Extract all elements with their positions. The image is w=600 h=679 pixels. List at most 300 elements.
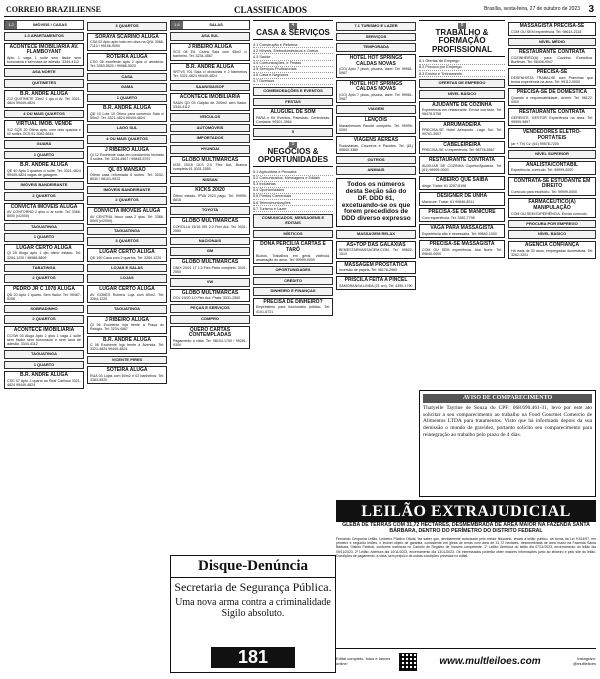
subsection-header	[87, 356, 167, 365]
ad-title: VW	[206, 278, 214, 284]
trabalho-header	[419, 20, 505, 57]
ad-body: PRECISA-SE Hotel Aeroporto. Lago Sul. Tel: 99761-3007	[422, 128, 502, 137]
subsection-header	[508, 220, 596, 229]
subsection-header	[170, 176, 250, 185]
ad-body: Experiência não é necessária. Tel: 99840-1000	[422, 231, 497, 236]
toc-item: 5.6 Telecomunicações	[253, 200, 333, 206]
ad-title: SAAN/SIA/SOF	[195, 83, 225, 89]
ad-title: LAGO SUL	[116, 125, 138, 131]
leilao-extrajudicial	[336, 500, 596, 645]
ad-title: ANALISTA/CONTÁBIL	[525, 161, 579, 168]
ad-title: J RIBEIRO ALUGA	[105, 146, 149, 153]
aviso-title: AVISO DE COMPARECIMENTO	[423, 394, 592, 403]
subsection-header	[170, 32, 250, 41]
column-2	[87, 20, 167, 675]
classified-ad	[419, 208, 505, 222]
ad-title: DONA PERCÍLIA CARTAS E TARÔ	[260, 241, 326, 253]
ad-title: SORAYA SCARINO ALUGA	[95, 33, 159, 40]
subsection-header	[4, 110, 84, 119]
section-toc	[419, 59, 505, 77]
subsection-header	[4, 264, 84, 273]
subsection-header: TEMPORADA	[336, 43, 416, 52]
subsection-header	[336, 105, 416, 114]
classified-ad	[4, 326, 84, 348]
ad-title: GAMA	[120, 84, 134, 90]
subsection-header: OFERTAS DE EMPREGO	[419, 79, 505, 88]
ad-body: Currículo para escritório. Tel: 99999-0000	[511, 190, 578, 195]
casa-servicos-header	[253, 20, 333, 40]
ad-body: CSA 02 Apto apto todo em obra na QNL 3066-7110 / 99166-9090	[90, 40, 164, 49]
section-title: CLASSIFICADOS	[234, 5, 308, 15]
ad-title: AUTOMÓVEIS	[196, 124, 224, 130]
ad-body: Experiência. currículo. Tel: 99999-0000	[511, 168, 574, 173]
subsection-header	[87, 94, 167, 103]
ad-title: VENDEDORES ELETRO-PORTÁTEIS	[522, 129, 582, 142]
ad-body: Manicure. Tratar: 61 99846-8911	[422, 200, 475, 205]
column-7	[508, 20, 596, 388]
ad-body: 212 QUITINETE 33m2 1 qto c/ Ar. Tel: 3321-4824 99449-4824	[7, 97, 81, 106]
ad-body: (ar + TV) Cv. (61) 99578-7200	[511, 141, 559, 146]
subsection-header	[170, 315, 250, 324]
ad-title: GUARÁ	[36, 141, 52, 147]
ad-body: RUA 03 Lojas com 60m2 e 02 banheiros. Tel: 3363-5520	[90, 373, 164, 383]
ad-body: dirigir. Tratar: 61 3257-8198	[422, 184, 467, 189]
ad-body: QD 20 Apto 1 quarto. Sem fiador. Tel: 99467-5258	[7, 292, 81, 301]
disque-subtitle: Secretaria de Segurança Pública.	[174, 580, 332, 595]
classified-ad	[4, 161, 84, 179]
ad-body: Com experiência. Tel: 3382-7798	[422, 215, 475, 220]
section-number: 1.6	[171, 21, 183, 29]
ad-title: B.R. ANDRE ALUGA	[186, 63, 234, 70]
toc-item: 4.7 Diversos	[253, 79, 333, 85]
subsection-header	[170, 247, 250, 256]
subsection-header	[4, 233, 84, 242]
ad-title: DESIGNER DE UNHA	[436, 193, 488, 200]
ad-title: 2 QUARTOS	[115, 197, 139, 203]
subsection-header	[4, 181, 84, 190]
classified-ad	[508, 108, 596, 126]
ad-title: 1 QUARTO	[33, 151, 55, 157]
instagram-handle[interactable]: Instagram: @multleiloes	[573, 656, 596, 666]
ad-title: SOTEIRA ALUGA	[106, 367, 148, 374]
ad-title: VIRTUAL IMOB. VENDE	[15, 121, 73, 128]
leilao-footer	[336, 648, 596, 675]
ad-title: PRECISA-SE DE MANICURE	[428, 209, 496, 216]
ad-title: GM	[206, 248, 214, 254]
ads-list	[508, 22, 596, 259]
ddd-notice	[336, 178, 416, 227]
ad-title: LOJAS	[120, 275, 134, 281]
subsection-header	[336, 166, 416, 175]
section-toc	[253, 42, 333, 85]
section-number: 1.2	[5, 21, 17, 29]
ad-title: VEÍCULOS	[199, 114, 221, 120]
ad-body: CCSW 03 Alugo Apto 2 qtos 1 vaga 1 suíte sem fiador sem burocracia e sem taxa de adesão. 3344-4112	[7, 333, 81, 347]
classified-ad	[336, 241, 416, 259]
subsection-header	[170, 113, 250, 122]
toc-item: 5.5 Pontos Comerciais	[253, 194, 333, 200]
ad-title: 1 QUARTO	[116, 94, 138, 100]
ads-list	[336, 241, 416, 291]
classified-ad	[4, 244, 84, 262]
ad-title: LOJAS E SALAS	[111, 264, 143, 270]
subsection-header	[87, 73, 167, 82]
subsection-header	[4, 140, 84, 149]
ads-list	[170, 32, 250, 349]
ad-title: OUTROS	[367, 156, 385, 162]
toc-item: 4.6 Casa e Negócios	[253, 73, 333, 79]
ad-title: RESTAURANTE CONTRATA	[428, 157, 496, 164]
ad-body: COM OU SEM experiência. Tel: 98614-2118	[511, 29, 582, 34]
ad-title: ACONTECE IMOBILIÁRIA	[13, 327, 75, 334]
subsection-header	[87, 196, 167, 205]
ad-title: 2 QUARTOS	[32, 316, 56, 322]
ad-title: TABATINGA	[32, 264, 56, 270]
subsection-header	[170, 83, 250, 92]
classified-ad	[170, 326, 250, 350]
classified-ad	[87, 53, 167, 71]
ad-body: ONIX 20/21 LT 1.0 Flex Preto completo. 3031-2550	[173, 265, 247, 274]
ddd-notice-text: Todos os números desta Seção são do DF. DDD 61, excetuando-se os que forem precedidos de DDD diverso expresso	[341, 181, 411, 223]
subsection-header: COMEMORAÇÕES E EVENTOS	[253, 87, 333, 96]
ads-list	[253, 240, 333, 316]
classified-ad	[419, 176, 505, 190]
ad-title: GLOBO MULTIMARCAS	[181, 156, 239, 163]
section-label: IMÓVEIS / CASAS	[32, 21, 67, 27]
toc-item: 5.2 Comunicados, Mensagens e Editais	[253, 176, 333, 182]
section-title: CASA & SERVIÇOS	[256, 27, 330, 37]
subsection-header	[4, 79, 84, 88]
toc-item: 5.1 Agricultura e Pecuária	[253, 169, 333, 175]
ad-title: HYUNDAI	[200, 145, 220, 151]
subsection-header: COMUNICADOS, MENSAGENS E EDITAIS	[253, 214, 333, 227]
ad-title: ARRUMADEIRA	[443, 121, 481, 128]
ad-title: MASSAGEM PROSTÁTICA	[344, 261, 408, 268]
ad-title: B.R. ANDRE ALUGA	[103, 336, 151, 343]
ad-title: ALUGUEL DE SOM	[270, 109, 316, 116]
ad-title: CASA	[121, 73, 133, 79]
ad-title: PRECISA-SE	[536, 69, 568, 76]
classified-ad	[508, 177, 596, 197]
ad-body: Apto 1 vaga 1 suíte sem fiador sem burocracia e sem taxa de adesão. 3344-4112	[7, 56, 81, 65]
section-title: NEGÓCIOS & OPORTUNIDADES	[257, 146, 329, 165]
classified-ad	[87, 248, 167, 262]
ad-body: SAMORANGA LINDA (21 cm). Tel: 4399-1790	[339, 284, 413, 289]
toc-item: 8.2 Procura por Emprego	[419, 65, 505, 71]
aviso-comparecimento	[419, 390, 596, 497]
ad-body: COM OU SEM EXPERIÊNCIA. Enviar currículo.	[511, 211, 588, 216]
ad-title: ASA NORTE	[32, 69, 56, 75]
classified-ad	[4, 371, 84, 389]
subsection-header	[253, 266, 333, 275]
negocios-header	[253, 139, 333, 168]
subsection-header	[508, 150, 596, 159]
ad-title: AJUDANTE DE COZINHA	[432, 101, 492, 108]
ad-title: TOYOTA	[201, 207, 219, 213]
ad-title: IMÓVEIS BANDEIRANTE	[20, 182, 68, 188]
section-toc	[253, 169, 333, 212]
toc-item: 4.3 Saúde	[253, 54, 333, 60]
subsection-header	[87, 83, 167, 92]
subsection-header	[170, 206, 250, 215]
classified-ad	[87, 33, 167, 51]
classified-ad	[508, 48, 596, 66]
subsection-header	[4, 274, 84, 283]
classified-ad	[87, 366, 167, 384]
ad-title: 4 OU MAIS QUARTOS	[23, 110, 65, 116]
ad-title: OPORTUNIDADES	[275, 266, 311, 272]
classified-ad	[4, 90, 84, 108]
ad-body: AV CONTORNO 2 qtos c/ ar suíte. Tel: 3366-8000 (c/2000)	[7, 210, 81, 219]
ad-body: (GO) Apto 7 pisos, piscina, lazer. Tel: 99961-0987	[339, 93, 413, 102]
ad-title: GLOBO MULTIMARCAS	[181, 289, 239, 296]
classified-ad	[87, 285, 167, 303]
ad-title: PRECISA-SE DE DOMÉSTICA	[516, 89, 588, 96]
ad-title: GLOBO MULTIMARCAS	[181, 217, 239, 224]
ad-title: VICENTE PIRES	[111, 356, 143, 362]
ad-body: AV GOMES Rubens Loja com 80m2. Tel: 3264-1220	[90, 292, 164, 301]
ad-body: QE 40 Apto 3 quartos c/ suíte. Tel: 3321-4824 99449-4824 vagas de garagem.	[7, 169, 81, 178]
subsection-header	[508, 230, 596, 239]
subsection-header	[170, 124, 250, 133]
ad-title: CONVICTA IMÓVEIS ALUGA	[10, 203, 78, 210]
classified-ad	[508, 68, 596, 86]
subsection-header	[4, 315, 84, 324]
ad-title: CONVICTA IMÓVEIS ALUGA	[93, 207, 161, 214]
ad-body: Inversão de papéis. Tel: 98178-2560	[339, 268, 398, 273]
ad-title: 2 QUARTOS	[32, 275, 56, 281]
ad-title: CRÉDITO	[284, 277, 302, 283]
ad-title: FARMACÊUTICO(A) MANIPULAÇÃO	[528, 199, 576, 211]
classified-ad	[170, 217, 250, 235]
classified-ad	[253, 108, 333, 126]
ad-body: Quando a responsabilidade, dormir. Tel: 98122-0000	[511, 96, 593, 105]
ad-body: DESENHISTA TRABALHE com Pranchas que tenha experiência na área. Tel: 99112-0000	[511, 76, 593, 85]
ad-body: PRECISA-SE c/ experiência. Tel: 98778-5567	[422, 148, 495, 153]
qr-code-icon	[399, 653, 417, 671]
ad-body: COM OU SEM experiência. Asa Norte. Tel: 99840-0000	[422, 247, 502, 256]
ad-body: COZINHEIRO(A) para Cozinha Executiva. Buritinan. Tel: 98406-9047	[511, 56, 593, 65]
ad-title: 1 QUARTO	[33, 234, 55, 240]
classified-ad	[336, 80, 416, 104]
subsection-header: NÍVEL BÁSICO	[419, 90, 505, 99]
subsection-header: 7.1 TURISMO E LAZER	[336, 22, 416, 31]
toc-item: 4.2 Móveis, Eletrodomésticos e Outros	[253, 48, 333, 54]
subsection-header	[170, 134, 250, 143]
toc-item: 4.1 Construção e Reforma	[253, 42, 333, 48]
ad-body: AUXILIAR DE COZINHA Copeiro/Ajudante. Tel: (61) 99999-0000	[422, 164, 502, 173]
ad-body: QI 12 Excelente casa em condomínio fechado 4 suítes. Tel: 3234-4567 / 99845-6767	[90, 153, 164, 162]
classified-ad	[4, 203, 84, 221]
subsection-header	[87, 186, 167, 195]
classified-ad	[336, 54, 416, 78]
subsection-header	[87, 135, 167, 144]
ad-title: 1 QUARTO	[33, 361, 55, 367]
classified-ad	[170, 289, 250, 303]
subsection-header	[170, 304, 250, 313]
section-number: 5	[289, 142, 298, 148]
classified-ad	[336, 116, 416, 134]
ad-title: ACONTECE IMOBILIÁRIA	[179, 94, 241, 101]
ad-title: RESTAURANTE CONTRATA	[518, 109, 586, 116]
ad-title: LENÇÓIS	[364, 116, 388, 123]
ad-title: B.R. ANDRE ALUGA	[20, 372, 68, 379]
ad-title: QL 03 MANSÃO	[108, 166, 146, 173]
ad-body: GERENTE, GESTOR Experiência na área. Tel: 99999-9897	[511, 116, 593, 125]
classified-ad	[419, 240, 505, 258]
ad-title: KICKS 20/20	[195, 187, 225, 194]
section-label: SALAS	[209, 21, 223, 27]
ad-title: NÍVEL SUPERIOR	[535, 151, 569, 157]
ad-body: Rodoviárias, Cruzeiros e Pacotes. Tel: (61) 99840-3380	[339, 143, 413, 152]
ad-title: SOBRADINHO	[30, 305, 58, 311]
ad-title: ANIMAIS	[367, 167, 385, 173]
ad-title: IMÓVEIS BANDEIRANTE	[103, 186, 151, 192]
ad-body: QD 150 Casa com 2 quartos. Tel: 3264-1220	[90, 255, 162, 260]
ad-body: (GO) Apto 7 pisos, piscina, lazer. Tel: 99961-0987	[339, 67, 413, 76]
classified-ad	[419, 101, 505, 119]
section-title: TRABALHO & FORMAÇÃO PROFISSIONAL	[431, 27, 492, 54]
subsection-header	[4, 223, 84, 232]
page-number: 3	[588, 4, 594, 15]
section-number: 4	[289, 23, 298, 29]
ad-title: IMPORTADOS	[196, 135, 224, 141]
disque-slogan: Uma nova arma contra a criminalidade Sigilo absoluto.	[175, 596, 331, 619]
subsection-header	[4, 305, 84, 314]
ad-body: Maranhenses Pacote completo. Tel: 99999-0000	[339, 123, 413, 132]
website-link[interactable]: www.multleiloes.com	[439, 656, 541, 668]
ad-title: MASSAGISTA PRECISA-SE	[519, 23, 585, 29]
aviso-body: Thatyelle Tayrine de Souza do CPF: 068.690.461-31, levo por este ato solicitar a seu comparecimento ao trabalho na Food Gourmet Comercio de Alimentos LTDA para tratamentos. Visto que há informado depois da sua demissão o mundo de gravidez, portanto solicito seu comparecimento para reintegração ao trabalho pelo prazo de 4 dias.	[423, 404, 592, 438]
ad-body: COROLLA 15/16 XEi 2.0 Flex Aut. Tel: 3031-2550	[173, 224, 247, 233]
toc-item: 8.3 Ensino e Treinamento	[419, 71, 505, 77]
subsection-header	[336, 156, 416, 165]
ad-title: AS+TOP DAS GALÁXIAS	[346, 241, 406, 248]
ad-title: B.R. ANDRE ALUGA	[20, 162, 68, 169]
subsection-header	[253, 128, 333, 137]
ad-title: 5	[291, 129, 295, 135]
classified-ad	[87, 166, 167, 184]
subsection-header: 1.3 APARTAMENTOS	[4, 32, 84, 41]
subsection-header	[253, 287, 333, 296]
ad-body: Búzios, Trabalhos em geral, vidência, amarração do amor. Tel: 99999-0000	[256, 253, 330, 262]
toc-item: 4.5 Serviços Profissionais	[253, 67, 333, 73]
classified-ad	[87, 207, 167, 225]
subsection-header	[508, 38, 596, 47]
disque-number: 181	[211, 647, 295, 668]
ad-title: HOTEL HOT SPRINGS CALDAS NOVAS	[349, 80, 403, 93]
column-6	[419, 20, 505, 388]
ads-list	[253, 108, 333, 137]
subsection-header	[87, 124, 167, 133]
classified-ad	[419, 192, 505, 206]
ad-title: DINHEIRO E FINANÇAS	[270, 288, 316, 294]
disque-title: Disque-Denúncia	[171, 556, 335, 578]
masthead	[4, 3, 596, 17]
subsection-header: FESTAS	[253, 98, 333, 107]
ad-body: QD 10 Lote 10 Ótimo para comércio Sala c/ 50m2. Tel: 3321-4824 99449-4824	[90, 112, 164, 121]
ad-title: TAGUATINGA	[30, 223, 58, 229]
ad-title: GLOBO MULTIMARCAS	[181, 258, 239, 265]
ad-title: CABEIRO QUE SAIBA	[435, 177, 489, 184]
toc-item: 4.4 Comunicações, e Festas	[253, 61, 333, 67]
subsection-header: 3 QUARTOS	[87, 22, 167, 31]
ad-title: PRECISA DE DINHEIRO?	[263, 298, 323, 305]
subsection-header: MÍSTICOS	[253, 230, 333, 239]
classified-ad	[336, 261, 416, 275]
ad-title: ROTEIRA ALUGA	[106, 53, 148, 60]
toc-item: 5.4 Oportunidades	[253, 188, 333, 194]
classified-ad	[170, 258, 250, 276]
ad-title: COMPRO	[201, 316, 219, 321]
ad-title: J RIBEIRO ALUGA	[188, 43, 232, 50]
ad-body: IX35 15/16 GLS 2.0 Flex Aut. Branca completa 61 3031-2550	[173, 163, 247, 172]
subsection-header	[170, 145, 250, 154]
ad-title: RESTAURANTE CONTRATA	[518, 49, 586, 56]
ad-title: B.R. ANDRE ALUGA	[103, 105, 151, 112]
ad-title: NÍVEL BÁSICO	[537, 231, 567, 237]
ad-title: ASA SUL	[201, 33, 219, 38]
section-header	[170, 20, 250, 30]
ads-list	[4, 43, 84, 390]
subsection-header	[87, 305, 167, 314]
ad-title: PRECISA-SE MASSAGISTA	[429, 240, 495, 247]
ads-list	[336, 54, 416, 175]
ad-title: 2 QUARTOS	[32, 192, 56, 198]
ad-title: PRISCILA FEITA A PINCEL	[344, 277, 408, 284]
toc-item: 5.7 Turismo e Lazer	[253, 206, 333, 212]
classified-ad	[419, 224, 505, 238]
ad-title: AGÊNCIA CONFIANÇA	[524, 242, 580, 248]
classified-ad	[4, 43, 84, 67]
classified-ad	[87, 316, 167, 334]
classified-ad	[170, 43, 250, 61]
ad-title: LUGAR CERTO ALUGA	[16, 244, 72, 251]
subsection-header	[4, 192, 84, 201]
toc-item: 5.3 Indústrias	[253, 182, 333, 188]
ads-list	[419, 101, 505, 258]
classified-ad	[170, 186, 250, 204]
ad-body: 312 SQS 20 Ótima apto, com dois quartos e 02 suítes OCS 61 3082-6644	[7, 127, 81, 136]
ad-body: QI 25 Alugo apto 1 qto ótimo estado. Tel: 3264-1220 / 98988-8809	[7, 251, 81, 260]
ad-body: Há mais de 30 anos, empregadas domésticas. Tel: 3262-3201	[511, 248, 593, 257]
ad-body: Pagamento à vista. Tel: 98104-1700 / 99261-9300	[173, 339, 247, 348]
paper-name: CORREIO BRAZILIENSE	[6, 5, 101, 14]
subsection-header: SERVIÇOS	[336, 33, 416, 42]
ad-title: PEDRO JR C 1078 ALUGA	[12, 285, 76, 292]
ad-title: PEÇAS E SERVIÇOS	[190, 305, 230, 311]
subsection-header	[4, 68, 84, 77]
classified-ad	[170, 93, 250, 111]
classified-ad	[419, 156, 505, 174]
classified-ad	[419, 141, 505, 155]
classified-ad	[4, 120, 84, 138]
classified-ad	[253, 298, 333, 316]
classified-ad	[170, 156, 250, 174]
ad-title: NISSAN	[202, 176, 218, 182]
ad-title: LUGAR CERTO ALUGA	[99, 248, 155, 255]
ad-title: NÍVEL MÉDIO	[539, 38, 565, 44]
ad-title: CONTRATA-SE ESTUDANTE EM DIREITO	[513, 177, 591, 190]
classified-ad	[87, 104, 167, 122]
ad-title: 4 OU MAIS QUARTOS	[106, 135, 148, 141]
ad-body: Ótimo estado, IPVA 2023 pago. Tel: 99999-6816	[173, 193, 247, 203]
classified-ad	[508, 241, 596, 259]
classified-ad	[508, 128, 596, 148]
ad-title: B.R. ANDRE ALUGA	[20, 90, 68, 97]
ad-title: J RIBEIRO ALUGA	[105, 316, 149, 323]
classified-ad	[508, 198, 596, 218]
